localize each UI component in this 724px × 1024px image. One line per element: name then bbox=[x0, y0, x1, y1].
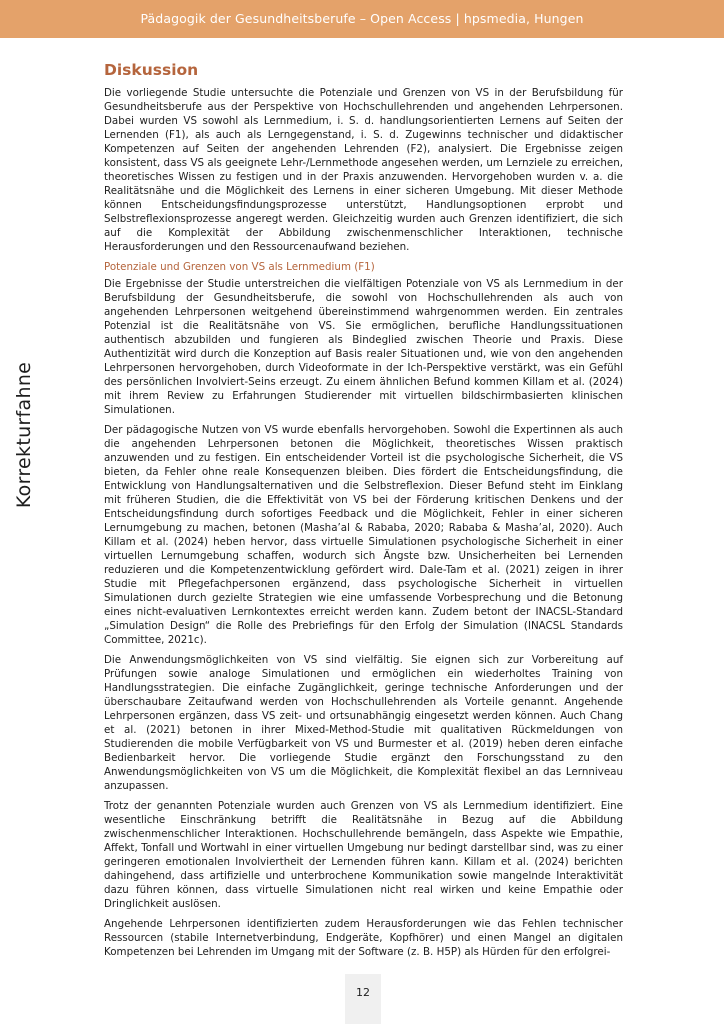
paragraph: Angehende Lehrpersonen identifizierten zudem Herausforderungen wie das Fehlen technischer Ressourcen (stabile Internetverbindung, Endgeräte, Kopfhörer) und einen Mangel an digitalen Kompetenzen bei Lehrenden im Umgang mit der Software (z. B. H5P) als Hürden für den erfolgrei- bbox=[104, 918, 623, 958]
paragraph: Die Ergebnisse der Studie unterstreichen die vielfältigen Potenziale von VS als Lernmedium in der Berufsbildung der Gesundheitsberufe, die sowohl von Hochschullehrenden als auch von angehenden Lehrpersonen weitgehend übereinstimmend wahrgenommen werden. Ein zentrales Potenzial ist die Realitätsnähe von VS. Sie ermöglichen, berufliche Handlungssituationen authentisch abzubilden und fungieren als Bindeglied zwischen Theorie und Praxis. Diese Authentizität wird durch die Konzeption auf Basis realer Situationen und, wie von den angehenden Lehrpersonen hervorgehoben, durch Videoformate in der Ich-Perspektive verstärkt, was ein Gefühl des persönlichen Involviert-Seins erzeugt. Zu einem ähnlichen Befund kommen Killam et al. (2024) mit ihrem Review zu Erfahrungen Studierender mit virtuellen bildschirmbasierten klinischen Simulationen. bbox=[104, 278, 623, 416]
paragraph: Der pädagogische Nutzen von VS wurde ebenfalls hervorgehoben. Sowohl die Expertinnen als auch die angehenden Lehrpersonen betonen die Möglichkeit, theoretisches Wissen praktisch anzuwenden und zu festigen. Ein entscheidender Vorteil ist die psychologische Sicherheit, die VS bieten, da Fehler ohne reale Konsequenzen bleiben. Dies fördert die Entscheidungsfindung, die Entwicklung von Handlungsalternativen und die Selbstreflexion. Dieser Befund steht im Einklang mit früheren Studien, die die Effektivität von VS bei der Förderung kritischen Denkens und der Entscheidungsfindung durch sofortiges Feedback und die Möglichkeit, Fehler in einer sicheren Lernumgebung zu machen, betonen (Masha’al & Rababa, 2020; Rababa & Masha’al, 2020). Auch Killam et al. (2024) heben hervor, dass virtuelle Simulationen psychologische Sicherheit in einer virtuellen Lernumgebung schaffen, wodurch sich Ängste bzw. Unsicherheiten bei Lernenden reduzieren und die Kompetenzentwicklung gefördert wird. Dale-Tam et al. (2021) zeigen in ihrer Studie mit Pflegefachpersonen ergänzend, dass psychologische Sicherheit in virtuellen Simulationen durch gezielte Strategien wie eine umfassende Vorbesprechung und die Betonung eines nicht-evaluativen Lernkontextes erreicht werden kann. Zudem betont der INACSL-Standard „Simulation Design“ die Rolle des Prebriefings für den Erfolg der Simulation (INACSL Standards Committee, 2021c). bbox=[104, 424, 623, 646]
page-number: 12 bbox=[356, 986, 370, 999]
header-bar bbox=[0, 0, 724, 38]
page-number-tab bbox=[345, 974, 381, 1024]
side-label-text: Korrekturfahne bbox=[13, 361, 35, 509]
section-title: Diskussion bbox=[104, 61, 199, 79]
running-header: Pädagogik der Gesundheitsberufe – Open Access | hpsmedia, Hungen bbox=[140, 11, 584, 26]
subsection-title: Potenziale und Grenzen von VS als Lernmedium (F1) bbox=[104, 261, 375, 273]
paragraph: Trotz der genannten Potenziale wurden auch Grenzen von VS als Lernmedium identifiziert. Eine wesentliche Einschränkung betrifft die Realitätsnähe in Bezug auf die Abbildung zwischenmenschlicher Interaktionen. Hochschullehrende bemängeln, dass Aspekte wie Empathie, Affekt, Tonfall und Wortwahl in einer virtuellen Umgebung nur bedingt darstellbar sind, was zu einer geringeren emotionalen Involviertheit der Lernenden führen kann. Killam et al. (2024) berichten dahingehend, dass artifizielle und unterbrochene Kommunikation sowie mangelnde Interaktivität dazu führen können, dass virtuelle Simulationen nicht real wirken und keine Empathie oder Dringlichkeit auslösen. bbox=[104, 800, 623, 910]
main-content bbox=[104, 60, 623, 965]
intro-paragraph: Die vorliegende Studie untersuchte die Potenziale und Grenzen von VS in der Berufsbildung für Gesundheitsberufe aus der Perspektive von Hochschullehrenden und angehenden Lehrpersonen. Dabei wurden VS sowohl als Lernmedium, i. S. d. handlungsorientierten Lernens auf Seiten der Lernenden (F1), als auch als Lerngegenstand, i. S. d. Zugewinns technischer und didaktischer Kompetenzen auf Seiten der angehenden Lehrenden (F2), analysiert. Die Ergebnisse zeigen konsistent, dass VS als geeignete Lehr-/Lernmethode angesehen werden, um Lernziele zu erreichen, theoretisches Wissen zu festigen und in der Praxis anzuwenden. Hervorgehoben wurden v. a. die Realitätsnähe und die Möglichkeit des Lernens in einer sicheren Umgebung. Mit dieser Methode können Entscheidungsfindungsprozesse unterstützt, Handlungsoptionen erprobt und Selbstreflexionsprozesse angeregt werden. Gleichzeitig wurden auch Grenzen identifiziert, die sich auf die Komplexität der Abbildung zwischenmenschlicher Interaktionen, technische Herausforderungen und den Ressourcenaufwand beziehen. bbox=[104, 87, 623, 253]
paragraph: Die Anwendungsmöglichkeiten von VS sind vielfältig. Sie eignen sich zur Vorbereitung auf Prüfungen sowie analoge Simulationen und ermöglichen ein wiederholtes Training von Handlungsstrategien. Die einfache Zugänglichkeit, geringe technische Anforderungen und der überschaubare Zeitaufwand werden von Hochschullehrenden als Vorteile genannt. Angehende Lehrpersonen ergänzen, dass VS zeit- und ortsunabhängig eingesetzt werden können. Auch Chang et al. (2021) betonen in ihrer Mixed-Method-Studie mit qualitativen Rückmeldungen von Studierenden die mobile Verfügbarkeit von VS und Burmester et al. (2019) heben deren einfache Bedienbarkeit hervor. Die vorliegende Studie ergänzt den Forschungsstand zu den Anwendungsmöglichkeiten von VS um die Möglichkeit, die Komplexität flexibel an das Lernniveau anzupassen. bbox=[104, 654, 623, 792]
